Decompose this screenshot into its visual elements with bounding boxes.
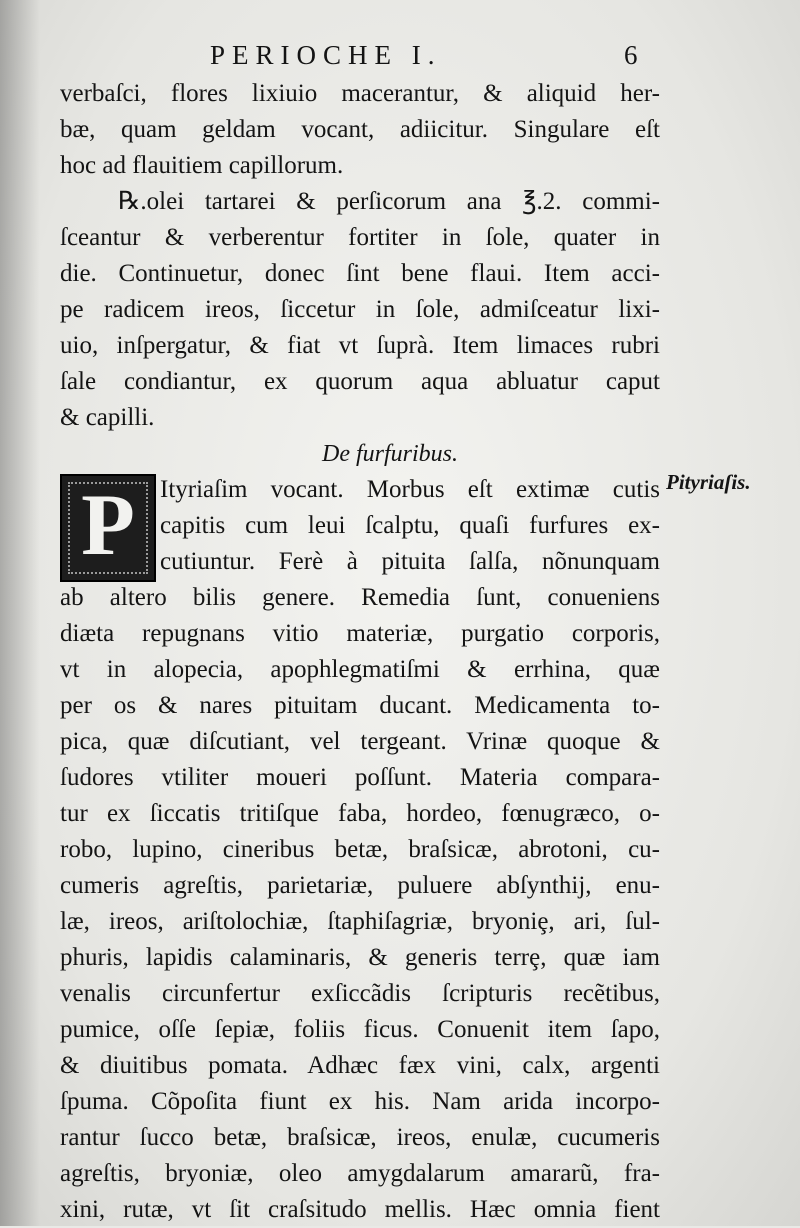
ornamental-initial: P: [60, 474, 156, 582]
text-line: cutiuntur. Ferè à pituita ſalſa, nõnunquam: [160, 548, 660, 575]
text-line: phuris, lapidis calaminaris, & generis terrȩ, quæ iam: [60, 944, 660, 971]
text-line: ſpuma. Cõpoſita fiunt ex his. Nam arida incorpo-: [60, 1088, 660, 1115]
text-line: uio, inſpergatur, & fiat vt ſuprà. Item limaces rubri: [60, 332, 660, 359]
text-line: agreſtis, bryoniæ, oleo amygdalarum amararũ, fra-: [60, 1160, 660, 1187]
text-line: die. Continuetur, donec ſint bene flaui. Item acci-: [60, 260, 660, 287]
text-line: cumeris agreſtis, parietariæ, puluere abſynthij, enu-: [60, 872, 660, 899]
text-line: tur ex ſiccatis tritiſque faba, hordeo, fœnugræco, o-: [60, 800, 660, 827]
text-line: xini, rutæ, vt ſit craſsitudo mellis. Hæc omnia fient: [60, 1196, 660, 1223]
paragraph-2: [60, 184, 660, 436]
text-line: pe radicem ireos, ſiccetur in ſole, admiſceatur lixi-: [60, 296, 660, 323]
margin-note: Pityriaſis.: [666, 470, 751, 494]
text-line: ſudores vtiliter moueri poſſunt. Materia compara-: [60, 764, 660, 791]
section-heading: De furfuribus.: [321, 441, 458, 467]
page-number: 6: [624, 40, 638, 70]
page-header: [0, 40, 800, 80]
gutter-shadow: [0, 0, 40, 1226]
text-line: vt in alopecia, apophlegmatiſmi & errhina, quæ: [60, 656, 660, 683]
text-line: verbaſci, flores lixiuio macerantur, & aliquid her-: [60, 80, 660, 107]
text-line: ſceantur & verberentur fortiter in ſole, quater in: [60, 224, 660, 251]
main-text-block: [60, 76, 660, 1228]
text-line: Ityriaſim vocant. Morbus eſt extimæ cutis: [160, 476, 660, 503]
text-line: robo, lupino, cineribus betæ, braſsicæ, abrotoni, cu-: [60, 836, 660, 863]
text-line: capitis cum leui ſcalptu, quaſi furfures ex-: [160, 512, 660, 539]
text-line: & diuitibus pomata. Adhæc fæx vini, calx, argenti: [60, 1052, 660, 1079]
text-line: bæ, quam geldam vocant, adiicitur. Singulare eſt: [60, 116, 660, 143]
text-line: læ, ireos, ariſtolochiæ, ſtaphiſagriæ, bryoniȩ, ari, ſul-: [60, 908, 660, 935]
text-line: ℞.olei tartarei & perſicorum ana ℥.2. commi-: [118, 188, 660, 215]
text-line: ab altero bilis genere. Remedia ſunt, conueniens: [60, 584, 660, 611]
text-line: ſale condiantur, ex quorum aqua abluatur caput: [60, 368, 660, 395]
text-line: & capilli.: [60, 404, 155, 431]
running-head: PERIOCHE I.: [210, 40, 442, 70]
text-line: diæta repugnans vitio materiæ, purgatio corporis,: [60, 620, 660, 647]
text-line: per os & nares pituitam ducant. Medicamenta to-: [60, 692, 660, 719]
text-line: hoc ad flauitiem capillorum.: [60, 152, 344, 179]
text-line: pumice, oſſe ſepiæ, foliis ficus. Conuenit item ſapo,: [60, 1016, 660, 1043]
drop-cap-paragraph: [60, 472, 660, 580]
text-line: pica, quæ diſcutiant, vel tergeant. Vrinæ quoque &: [60, 728, 660, 755]
text-line: rantur ſucco betæ, braſsicæ, ireos, enulæ, cucumeris: [60, 1124, 660, 1151]
paragraph-3: [60, 580, 660, 1228]
paragraph-1: [60, 76, 660, 184]
text-line: venalis circunfertur exſiccãdis ſcripturis recẽtibus,: [60, 980, 660, 1007]
